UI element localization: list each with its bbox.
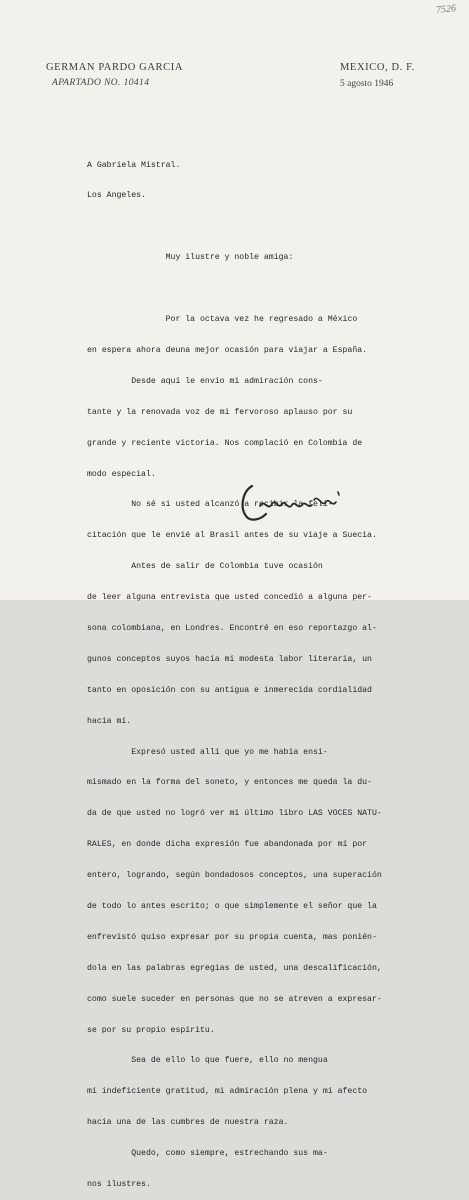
letter-line: tante y la renovada voz de mi fervoroso aplauso por su: [87, 407, 353, 417]
letter-line: mismado en la forma del soneto, y entonces me queda la du-: [87, 778, 372, 788]
letter-line: [87, 222, 457, 232]
letter-line: da de que usted no logró ver mi último libro LAS VOCES NATU-: [87, 809, 382, 819]
letter-line: hacia mí.: [87, 716, 132, 726]
letter-line: tanto en oposición con su antigua e inmerecida cordialidad: [87, 685, 372, 695]
letter-line: Quedo, como siempre, estrechando sus ma-: [87, 1149, 328, 1159]
letter-line: hacia una de las cumbres de nuestra raza.: [87, 1118, 289, 1128]
letter-line: RALES, en donde dicha expresión fue abandonada por mí por: [87, 840, 368, 850]
letterhead-po-box: APARTADO NO. 10414: [52, 78, 150, 88]
letter-line: de leer alguna entrevista que usted concedió a alguna per-: [87, 593, 372, 603]
letter-line: Antes de salir de Colombia tuve ocasión: [87, 562, 323, 572]
letter-line: citación que le envié al Brasil antes de su viaje a Suecia.: [87, 531, 377, 541]
letter-line: nos ilustres.: [87, 1179, 151, 1189]
letter-line: Por la octava vez he regresado a México: [87, 315, 358, 325]
letter-line: Los Angeles.: [87, 191, 146, 201]
letter-line: Desde aquí le envío mi admiración cons-: [87, 376, 323, 386]
letter-line: se por su propio espíritu.: [87, 1025, 215, 1035]
letter-line: modo especial.: [87, 469, 156, 479]
letter-date: 5 agosto 1946: [340, 79, 394, 89]
letter-line: mi indeficiente gratitud, mi admiración plena y mi afecto: [87, 1087, 368, 1097]
letter-line: Sea de ello lo que fuere, ello no mengua: [87, 1056, 328, 1066]
letter-line: grande y reciente victoria. Nos complació en Colombia de: [87, 438, 363, 448]
letter-line: A Gabriela Mistral.: [87, 160, 181, 170]
letter-line: dola en las palabras egregias de usted, una descalificación,: [87, 963, 382, 973]
letter-line: No sé si usted alcanzó a recibir la feli-: [87, 500, 333, 510]
letter-body: [87, 140, 457, 1200]
letter-line: entero, logrando, según bondadosos conceptos, una superación: [87, 871, 382, 881]
archive-number-mark: 7526: [435, 2, 457, 17]
letterhead-name: GERMAN PARDO GARCIA: [46, 62, 184, 73]
letter-line: gunos conceptos suyos hacia mi modesta labor literaria, un: [87, 654, 372, 664]
letter-line: Expresó usted allí que yo me había ensi-: [87, 747, 328, 757]
letter-line: sona colombiana, en Londres. Encontré en eso reportazgo al-: [87, 623, 377, 633]
letterhead-city: MEXICO, D. F.: [340, 62, 415, 73]
letter-line: como suele suceder en personas que no se atreven a expresar-: [87, 994, 382, 1004]
handwritten-signature: [238, 478, 348, 528]
letter-line: enfrevistó quiso expresar por su propia cuenta, mas ponién-: [87, 932, 377, 942]
letter-line: de todo lo antes escrito; o que simplemente el señor que la: [87, 901, 377, 911]
letter-line: en espera ahora deuna mejor ocasión para viajar a España.: [87, 345, 368, 355]
letter-line: Muy ilustre y noble amiga:: [87, 253, 294, 263]
letter-line: [87, 284, 457, 294]
